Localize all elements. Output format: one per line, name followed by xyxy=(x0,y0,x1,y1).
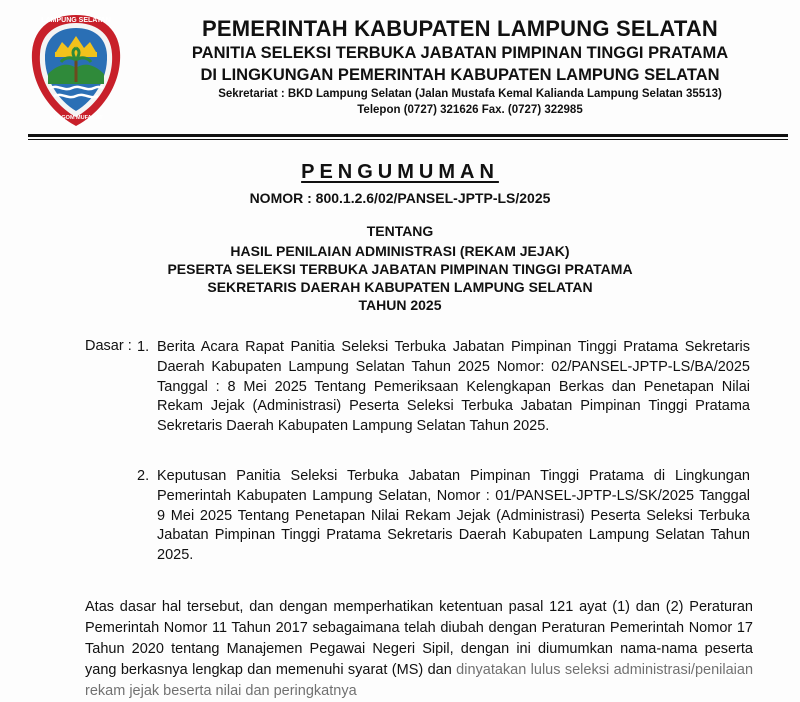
tentang-label: TENTANG xyxy=(366,223,434,239)
regency-logo xyxy=(28,12,124,130)
subject-line-3: SEKRETARIS DAERAH KABUPATEN LAMPUNG SELATAN xyxy=(207,279,593,295)
subject-line-1: HASIL PENILAIAN ADMINISTRASI (REKAM JEJAK) xyxy=(230,243,570,259)
letterhead-phone: Telepon (0727) 321626 Fax. (0727) 322985 xyxy=(357,104,583,116)
letterhead-rule-thick xyxy=(28,134,788,137)
letterhead xyxy=(130,16,790,118)
letterhead-address: Sekretariat : BKD Lampung Selatan (Jalan Mustafa Kemal Kalianda Lampung Selatan 35513) xyxy=(218,88,722,100)
subject-line-4: TAHUN 2025 xyxy=(358,297,442,313)
dasar-item-text: Berita Acara Rapat Panitia Seleksi Terbuka Jabatan Pimpinan Tinggi Pratama Sekretaris Daerah Kabupaten Lampung Selatan Tahun 2025 Nomor: 02/PANSEL-JPTP-LS/BA/2025 Tanggal : 8 Mei 2025 Tentang Pemeriksaan Kelengkapan Berkas dan Penetapan Nilai Rekam Jejak (Administrasi) Peserta Seleksi Terbuka Jabatan Pimpinan Tinggi Pratama Sekretaris Daerah Kabupaten Lampung Selatan Tahun 2025. xyxy=(157,339,750,435)
dasar-item-2 xyxy=(137,467,750,566)
dasar-item-number: 2. xyxy=(137,468,150,484)
body-paragraph-text: Atas dasar hal tersebut, dan dengan memperhatikan ketentuan pasal 121 ayat (1) dan (2) Peraturan Pemerintah Nomor 11 Tahun 2017 sebagaimana telah diubah dengan Peraturan Pemerintah Nomor 17 Tahun 2020 tentang Manajemen Pegawai Negeri Sipil, dengan ini diumumkan nama-nama peserta yang berkasnya lengkap dan memenuhi syarat (MS) dan xyxy=(85,599,753,678)
document-number: NOMOR : 800.1.2.6/02/PANSEL-JPTP-LS/2025 xyxy=(249,190,551,206)
body-paragraph xyxy=(85,597,753,702)
letterhead-line-1: PEMERINTAH KABUPATEN LAMPUNG SELATAN xyxy=(201,16,719,41)
logo-top-text: LAMPUNG SELATAN xyxy=(41,17,111,24)
dasar-label: Dasar : xyxy=(85,338,132,354)
logo-bottom-text: KHAGOM MUFAKAT xyxy=(49,115,103,121)
dasar-item-number: 1. xyxy=(137,339,150,355)
letterhead-line-2: PANITIA SELEKSI TERBUKA JABATAN PIMPINAN TINGGI PRATAMA xyxy=(191,44,729,62)
letterhead-line-3: DI LINGKUNGAN PEMERINTAH KABUPATEN LAMPUNG SELATAN xyxy=(200,66,720,84)
dasar-item-text: Keputusan Panitia Seleksi Terbuka Jabatan Pimpinan Tinggi Pratama di Lingkungan Pemerintah Kabupaten Lampung Selatan, Nomor : 01/PANSEL-JPTP-LS/SK/2025 Tanggal 9 Mei 2025 Tentang Penetapan Nilai Rekam Jejak (Administrasi) Peserta Seleksi Terbuka Jabatan Pimpinan Tinggi Pratama Sekretaris Daerah Kabupaten Lampung Selatan Tahun 2025. xyxy=(157,468,750,564)
letterhead-rule-thin xyxy=(28,139,788,140)
body-paragraph-cut-text: dinyatakan lulus seleksi administrasi/penilaian rekam jejak beserta nilai dan peringkatnya xyxy=(85,662,754,699)
subject-line-2: PESERTA SELEKSI TERBUKA JABATAN PIMPINAN TINGGI PRATAMA xyxy=(167,261,633,277)
dasar-item-1 xyxy=(137,338,750,437)
document-title: PENGUMUMAN xyxy=(301,161,499,183)
